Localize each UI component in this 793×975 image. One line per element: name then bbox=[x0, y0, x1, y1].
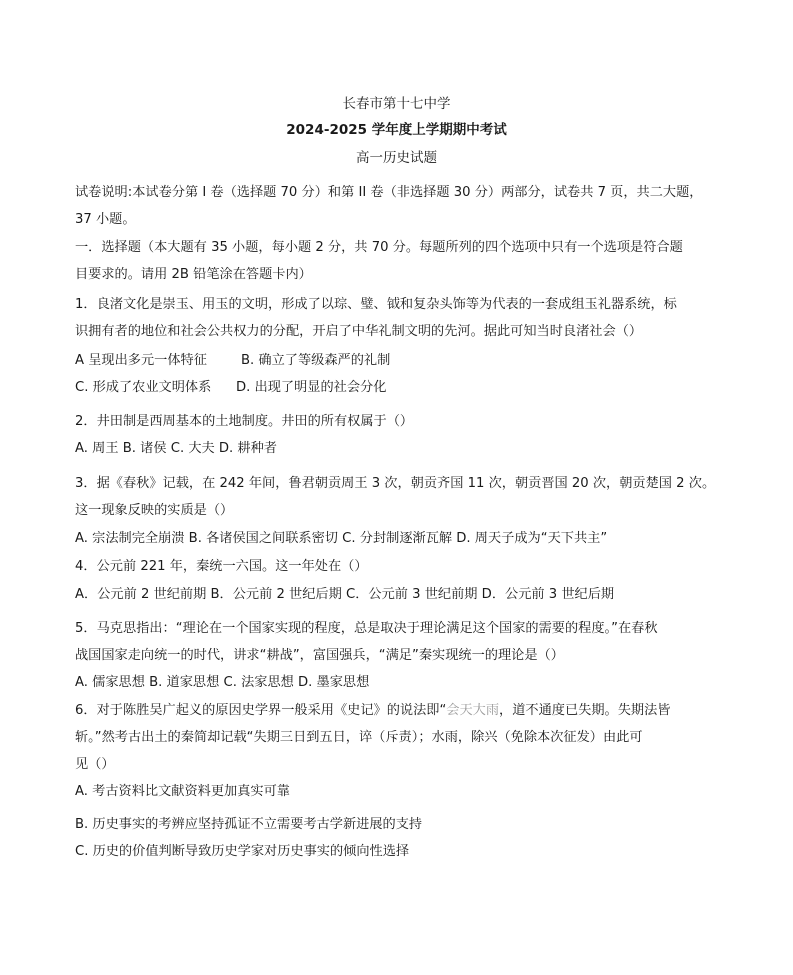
exam-title: 2024-2025 学年度上学期期中考试 bbox=[286, 122, 507, 138]
q2-stem: 2．井田制是西周基本的土地制度。井田的所有权属于（） bbox=[75, 414, 414, 429]
q6-option-a: A. 考古资料比文献资料更加真实可靠 bbox=[75, 784, 290, 799]
q5-stem-line-1: 5．马克思指出：“理论在一个国家实现的程度，总是取决于理论满足这个国家的需要的程度。”在春秋 bbox=[75, 621, 658, 636]
q3-stem-line-1: 3．据《春秋》记载，在 242 年间，鲁君朝贡周王 3 次，朝贡齐国 11 次，朝贡晋国 20 次，朝贡楚国 2 次。 bbox=[75, 476, 716, 491]
q6-stem-line-3: 见（） bbox=[75, 757, 115, 772]
section-heading-line-1: 一．选择题（本大题有 35 小题，每小题 2 分，共 70 分。每题所列的四个选项中只有一个选项是符合题 bbox=[75, 240, 683, 255]
q1-option-b: B. 确立了等级森严的礼制 bbox=[241, 353, 391, 368]
q1-option-c: C. 形成了农业文明体系 bbox=[75, 380, 212, 395]
q1-option-d: D. 出现了明显的社会分化 bbox=[236, 380, 387, 395]
q1-option-a: A 呈现出多元一体特征 bbox=[75, 353, 207, 368]
q1-stem-line-1: 1．良渚文化是崇玉、用玉的文明，形成了以琮、璧、钺和复杂头饰等为代表的一套成组玉礼器系统，标 bbox=[75, 297, 677, 312]
q4-options: A．公元前 2 世纪前期 B．公元前 2 世纪后期 C．公元前 3 世纪前期 D．公元前 3 世纪后期 bbox=[75, 587, 615, 602]
subject-title: 高一历史试题 bbox=[356, 150, 437, 166]
q6-stem-line-2: 斩。”然考古出土的秦简却记载“失期三日到五日，谇（斥责）；水雨，除兴（免除本次征发）由此可 bbox=[75, 730, 643, 745]
instructions-line-2: 37 小题。 bbox=[75, 212, 136, 227]
q6-stem-line-1-part-b: ，道不通度已失期。失期法皆 bbox=[499, 703, 671, 718]
q1-stem-line-2: 识拥有者的地位和社会公共权力的分配，开启了中华礼制文明的先河。据此可知当时良渚社会（） bbox=[75, 324, 643, 339]
q3-stem-line-2: 这一现象反映的实质是（） bbox=[75, 503, 234, 518]
q6-option-b: B. 历史事实的考辨应坚持孤证不立需要考古学新进展的支持 bbox=[75, 817, 423, 832]
q2-options: A. 周王 B. 诸侯 C. 大夫 D. 耕种者 bbox=[75, 441, 277, 456]
q4-stem: 4．公元前 221 年，秦统一六国。这一年处在（） bbox=[75, 559, 368, 574]
q6-stem-line-1-part-a: 6．对于陈胜吴广起义的原因史学界一般采用《史记》的说法即“ bbox=[75, 703, 447, 718]
section-heading-line-2: 目要求的。请用 2B 铅笔涂在答题卡内） bbox=[75, 267, 312, 282]
q5-stem-line-2: 战国国家走向统一的时代，讲求“耕战”，富国强兵，“满足”秦实现统一的理论是（） bbox=[75, 648, 564, 663]
q3-options: A. 宗法制完全崩溃 B. 各诸侯国之间联系密切 C. 分封制逐渐瓦解 D. 周天子成为“天下共主” bbox=[75, 531, 608, 546]
instructions-line-1: 试卷说明:本试卷分第 I 卷（选择题 70 分）和第 II 卷（非选择题 30 分）两部分，试卷共 7 页，共二大题， bbox=[75, 185, 703, 200]
q6-faded-quote: 会天大雨 bbox=[446, 703, 500, 718]
q5-options: A. 儒家思想 B. 道家思想 C. 法家思想 D. 墨家思想 bbox=[75, 675, 370, 690]
q6-option-c: C. 历史的价值判断导致历史学家对历史事实的倾向性选择 bbox=[75, 844, 410, 859]
q6-stem-line-1 bbox=[75, 702, 670, 720]
school-name: 长春市第十七中学 bbox=[342, 96, 451, 112]
